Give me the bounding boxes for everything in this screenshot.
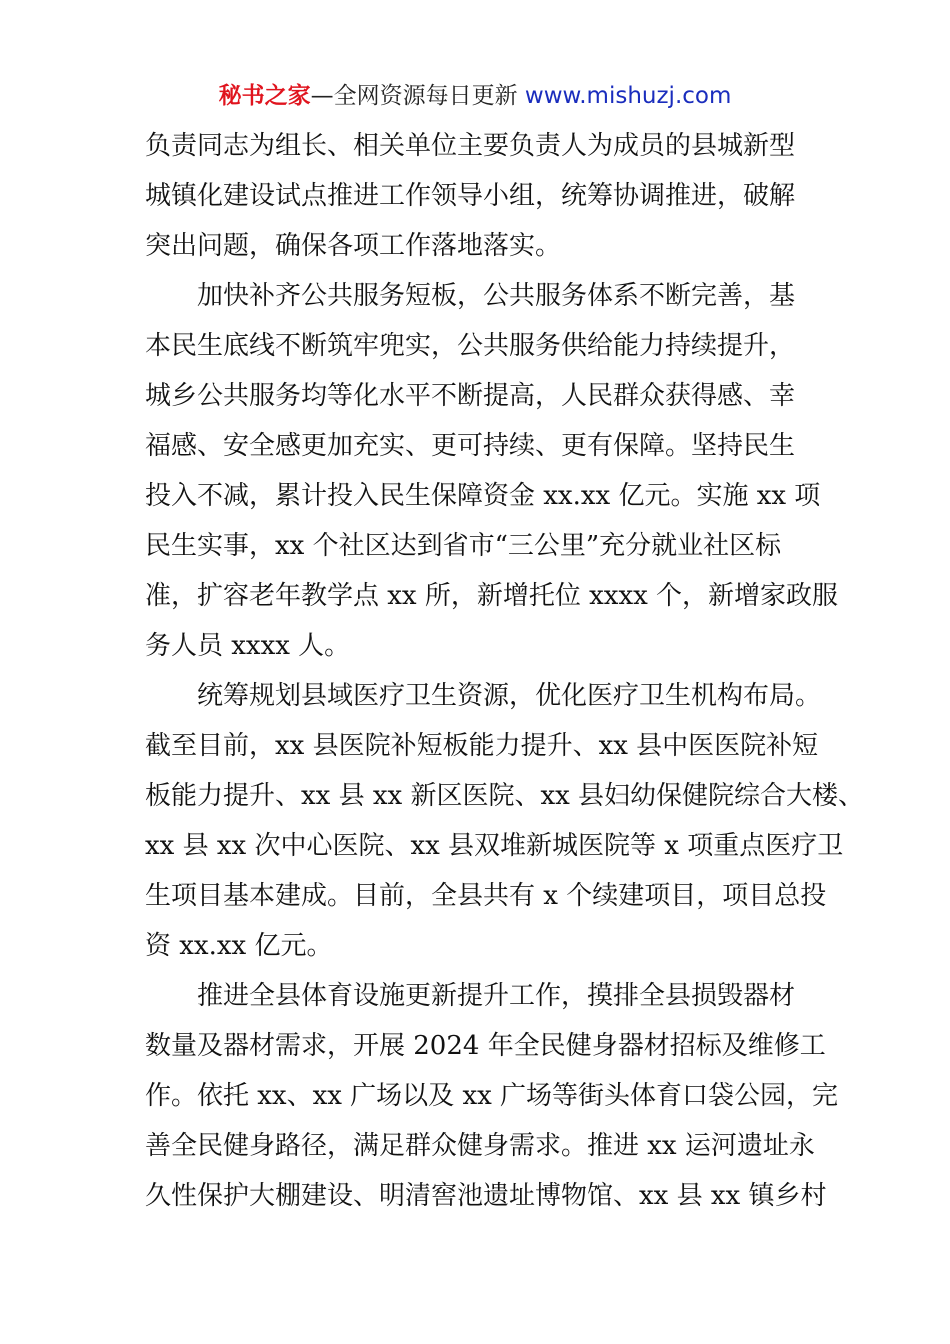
text-line: 城乡公共服务均等化水平不断提高，人民群众获得感、幸 xyxy=(145,381,796,411)
text-line: 数量及器材需求，开展 2024 年全民健身器材招标及维修工 xyxy=(145,1031,826,1061)
site-url[interactable]: www.mishuzj.com xyxy=(524,83,732,109)
brand-name: 秘书之家 xyxy=(218,83,311,109)
paragraph-start-line: 推进全县体育设施更新提升工作，摸排全县损毁器材 xyxy=(197,981,796,1011)
text-line: 作。依托 xx、xx 广场以及 xx 广场等街头体育口袋公园，完 xyxy=(145,1081,839,1111)
text-line: 善全民健身路径，满足群众健身需求。推进 xx 运河遗址永 xyxy=(145,1131,815,1161)
text-line: 负责同志为组长、相关单位主要负责人为成员的县城新型 xyxy=(145,131,796,161)
text-line: 福感、安全感更加充实、更可持续、更有保障。坚持民生 xyxy=(145,431,796,461)
text-line: xx 县 xx 次中心医院、xx 县双堆新城医院等 x 项重点医疗卫 xyxy=(145,831,844,861)
document-body xyxy=(145,121,865,1221)
text-line: 本民生底线不断筑牢兜实，公共服务供给能力持续提升， xyxy=(145,331,796,361)
text-line: 突出问题，确保各项工作落地落实。 xyxy=(145,231,562,261)
watermark-header xyxy=(0,80,950,112)
text-line: 投入不减，累计投入民生保障资金 xx.xx 亿元。实施 xx 项 xyxy=(145,481,821,511)
text-line: 生项目基本建成。目前，全县共有 x 个续建项目，项目总投 xyxy=(145,881,827,911)
text-line: 务人员 xxxx 人。 xyxy=(145,631,351,661)
text-line: 民生实事，xx 个社区达到省市“三公里”充分就业社区标 xyxy=(145,531,782,561)
text-line: 城镇化建设试点推进工作领导小组，统筹协调推进，破解 xyxy=(145,181,796,211)
text-line: 久性保护大棚建设、明清窖池遗址博物馆、xx 县 xx 镇乡村 xyxy=(145,1181,827,1211)
paragraph-start-line: 统筹规划县域医疗卫生资源，优化医疗卫生机构布局。 xyxy=(197,681,822,711)
text-line: 资 xx.xx 亿元。 xyxy=(145,931,333,961)
text-line: 截至目前，xx 县医院补短板能力提升、xx 县中医医院补短 xyxy=(145,731,819,761)
text-line: 准，扩容老年教学点 xx 所，新增托位 xxxx 个，新增家政服 xyxy=(145,581,839,611)
header-slogan: —全网资源每日更新 xyxy=(310,83,525,109)
text-line: 板能力提升、xx 县 xx 新区医院、xx 县妇幼保健院综合大楼、 xyxy=(145,781,865,811)
paragraph-start-line: 加快补齐公共服务短板，公共服务体系不断完善，基 xyxy=(197,281,796,311)
